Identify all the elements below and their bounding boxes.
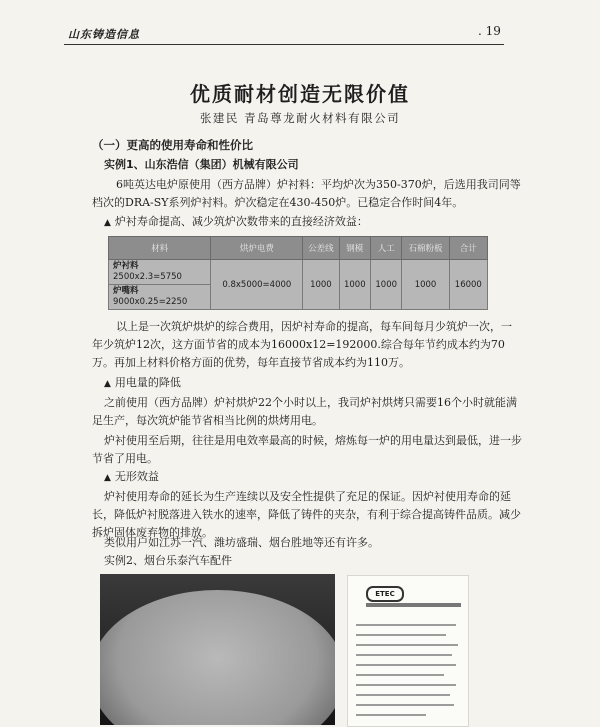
table-cell: 1000 bbox=[303, 260, 339, 310]
table-header: 人工 bbox=[371, 237, 402, 260]
certificate-image bbox=[347, 575, 469, 727]
table-header-row bbox=[109, 237, 488, 260]
journal-name: 山东铸造信息 bbox=[68, 28, 140, 41]
table-cell: 1000 bbox=[339, 260, 370, 310]
cost-paragraph: 以上是一次筑炉烘炉的综合费用，因炉衬寿命的提高，每车间每月少筑炉一次，一年少筑炉12次，这方面节省的成本为16000x12=192000.综合每年节约成本约为70万。再加上材料价格方面的优势，每年直接节省成本约为110万。 bbox=[92, 320, 512, 369]
case2-title: 实例2、烟台乐泰汽车配件 bbox=[104, 554, 232, 567]
article-author: 张建民 青岛尊龙耐火材料有限公司 bbox=[199, 111, 401, 125]
table-cell: 0.8x5000=4000 bbox=[211, 260, 303, 310]
page-number: . 19 bbox=[478, 24, 501, 38]
header-rule bbox=[64, 44, 504, 45]
company-logo-icon: ETEC bbox=[366, 586, 404, 602]
table-header: 烘炉电费 bbox=[211, 237, 303, 260]
power-paragraph-1: 之前使用（西方品牌）炉衬烘炉22个小时以上，我司炉衬烘烤只需要16个小时就能满足生产，每次筑炉能节省相当比例的烘烤用电。 bbox=[92, 396, 517, 427]
article-title: 优质耐材创造无限价值 bbox=[190, 82, 410, 106]
section-heading: （一）更高的使用寿命和性价比 bbox=[92, 138, 253, 152]
similar-users-paragraph: 类似用户如江苏一汽、潍坊盛瑞、烟台胜地等还有许多。 bbox=[104, 536, 379, 549]
table-header: 合计 bbox=[449, 237, 487, 260]
table-row bbox=[109, 260, 488, 285]
table-cell: 1000 bbox=[371, 260, 402, 310]
bullet-invisible: ▲ 无形效益 bbox=[104, 470, 159, 483]
table-header: 公差线 bbox=[303, 237, 339, 260]
power-paragraph-2: 炉衬使用至后期，往往是用电效率最高的时候，熔炼每一炉的用电量达到最低，进一步节省了用电。 bbox=[92, 434, 522, 465]
furnace-lining-photo bbox=[100, 574, 335, 725]
table-cell-lining: 炉衬料 2500x2.3=5750 bbox=[109, 260, 211, 285]
table-header: 钢模 bbox=[339, 237, 370, 260]
table-cell-spout: 炉嘴料 9000x0.25=2250 bbox=[109, 285, 211, 310]
triangle-bullet-icon: ▲ bbox=[104, 379, 111, 389]
bullet-power: ▲ 用电量的降低 bbox=[104, 376, 181, 389]
cost-table bbox=[108, 236, 488, 310]
triangle-bullet-icon: ▲ bbox=[104, 218, 111, 228]
triangle-bullet-icon: ▲ bbox=[104, 473, 111, 483]
table-header: 石棉粉板 bbox=[402, 237, 449, 260]
case1-paragraph: 6吨英达电炉原使用（西方品牌）炉衬料：平均炉次为350-370炉，后选用我司同等档次的DRA-SY系列炉衬料。炉次稳定在430-450炉。已稳定合作时间4年。 bbox=[92, 178, 521, 209]
table-header: 材料 bbox=[109, 237, 211, 260]
invisible-paragraph: 炉衬使用寿命的延长为生产连续以及安全性提供了充足的保证。因炉衬使用寿命的延长，降低炉衬脱落进入铁水的速率，降低了铸件的夹杂，有利于综合提高铸件品质。减少拆炉固体废弃物的排放。 bbox=[92, 490, 521, 539]
case1-title: 实例1、山东浩信（集团）机械有限公司 bbox=[104, 158, 299, 171]
table-cell: 16000 bbox=[449, 260, 487, 310]
bullet-economy: ▲ 炉衬寿命提高、减少筑炉次数带来的直接经济效益： bbox=[104, 215, 368, 228]
table-cell: 1000 bbox=[402, 260, 449, 310]
